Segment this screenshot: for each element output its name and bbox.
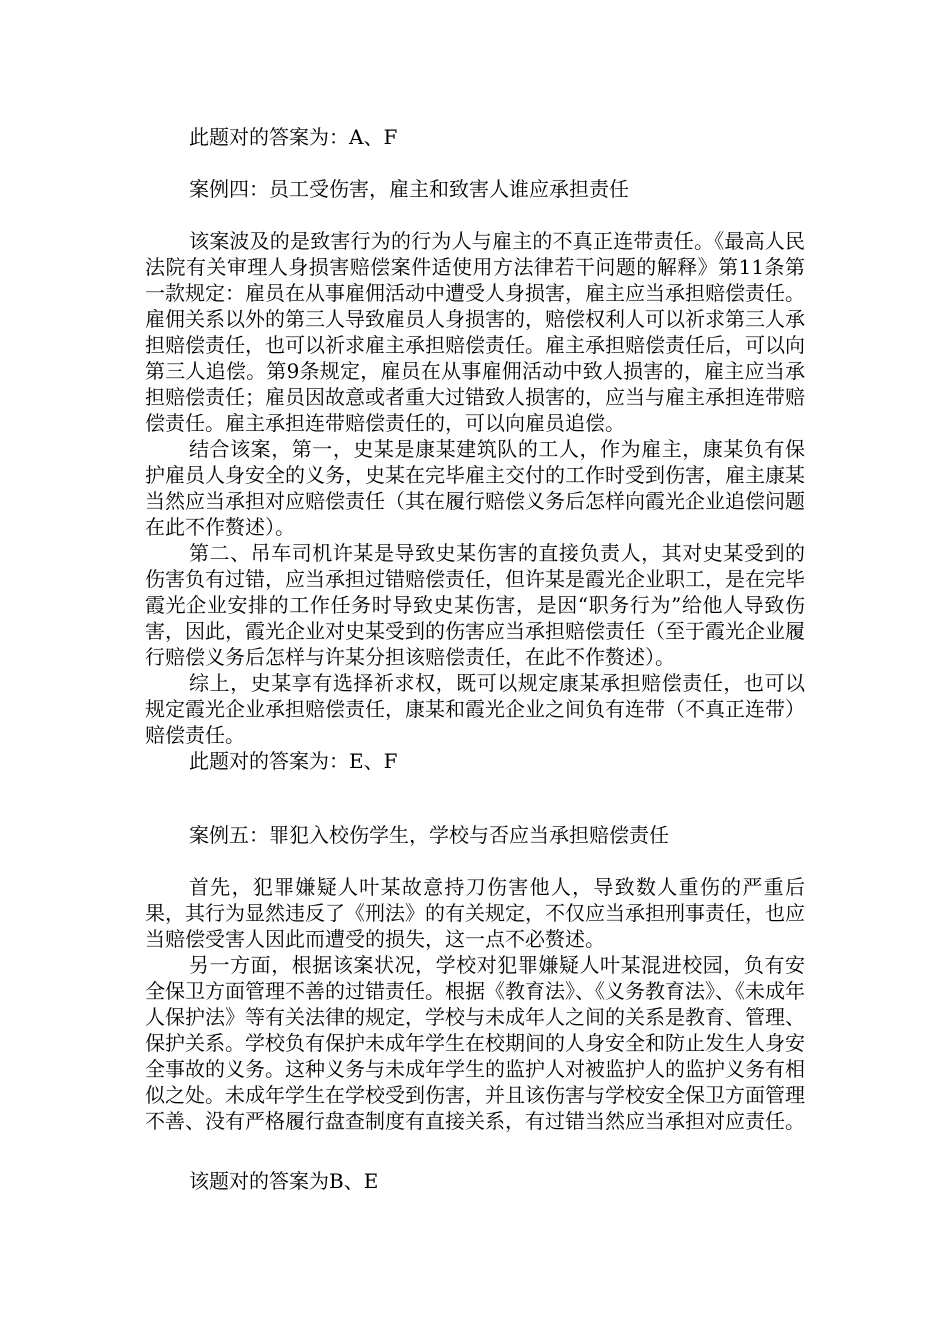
case-5-body bbox=[145, 874, 805, 1134]
case-5-heading-text: 案例五：罪犯入校伤学生，学校与否应当承担赔偿责任 bbox=[189, 823, 669, 847]
case-4-paragraph-3: 第二、吊车司机许某是导致史某伤害的直接负责人，其对史某受到的伤害负有过错，应当承担过错赔偿责任，但许某是霞光企业职工，是在完毕霞光企业安排的工作任务时导致史某伤害，是因“职务行为”给他人导致伤害，因此，霞光企业对史某受到的伤害应当承担赔偿责任（至于霞光企业履行赔偿义务后怎样与许某分担该赔偿责任，在此不作赘述）。 bbox=[145, 541, 805, 669]
case-5-heading bbox=[145, 822, 805, 848]
answer-3-text: 该题对的答案为B、E bbox=[189, 1169, 379, 1193]
answer-line-1 bbox=[145, 124, 805, 150]
case-4-heading bbox=[145, 176, 805, 202]
case-4-heading-text: 案例四：员工受伤害，雇主和致害人谁应承担责任 bbox=[189, 177, 629, 201]
answer-2-text: 此题对的答案为：E、F bbox=[189, 749, 398, 773]
case-5-paragraph-2: 另一方面，根据该案状况，学校对犯罪嫌疑人叶某混进校园，负有安全保卫方面管理不善的过错责任。根据《教育法》、《义务教育法》、《未成年人保护法》等有关法律的规定，学校与未成年人之间的关系是教育、管理、保护关系。学校负有保护未成年学生在校期间的人身安全和防止发生人身安全事故的义务。这种义务与未成年学生的监护人对被监护人的监护义务有相似之处。未成年学生在学校受到伤害，并且该伤害与学校安全保卫方面管理不善、没有严格履行盘查制度有直接关系，有过错当然应当承担对应责任。 bbox=[145, 953, 805, 1133]
case-4-paragraph-1: 该案波及的是致害行为的行为人与雇主的不真正连带责任。《最高人民法院有关审理人身损害赔偿案件适使用方法律若干问题的解释》第11条第一款规定：雇员在从事雇佣活动中遭受人身损害，雇主应当承担赔偿责任。雇佣关系以外的第三人导致雇员人身损害的，赔偿权利人可以祈求第三人承担赔偿责任，也可以祈求雇主承担赔偿责任。雇主承担赔偿责任后，可以向第三人追偿。第9条规定，雇员在从事雇佣活动中致人损害的，雇主应当承担赔偿责任；雇员因故意或者重大过错致人损害的，应当与雇主承担连带赔偿责任。雇主承担连带赔偿责任的，可以向雇员追偿。 bbox=[145, 229, 805, 435]
answer-1-text: 此题对的答案为：A、F bbox=[189, 125, 398, 149]
case-4-paragraph-2: 结合该案，第一，史某是康某建筑队的工人，作为雇主，康某负有保护雇员人身安全的义务，史某在完毕雇主交付的工作时受到伤害，雇主康某当然应当承担对应赔偿责任（其在履行赔偿义务后怎样向霞光企业追偿问题在此不作赘述）。 bbox=[145, 437, 805, 539]
case-4-paragraph-4: 综上，史某享有选择祈求权，既可以规定康某承担赔偿责任，也可以规定霞光企业承担赔偿责任，康某和霞光企业之间负有连带（不真正连带）赔偿责任。 bbox=[145, 671, 805, 747]
case-5-paragraph-1: 首先，犯罪嫌疑人叶某故意持刀伤害他人，导致数人重伤的严重后果，其行为显然违反了《刑法》的有关规定，不仅应当承担刑事责任，也应当赔偿受害人因此而遭受的损失，这一点不必赘述。 bbox=[145, 875, 805, 951]
answer-line-3 bbox=[145, 1168, 805, 1194]
case-4-body bbox=[145, 228, 805, 774]
